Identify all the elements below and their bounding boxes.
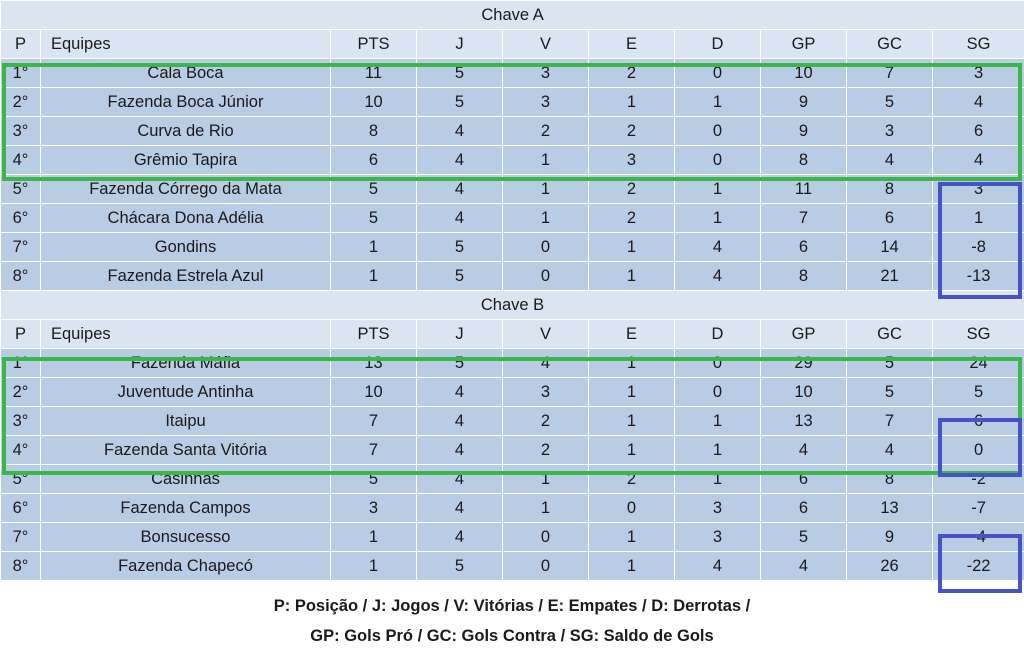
group-title-row-b [1,291,1024,320]
row-gp: 9 [761,88,847,117]
header-team-a: Equipes [41,30,331,59]
row-v: 1 [503,146,589,175]
row-j: 4 [417,175,503,204]
row-sg: 3 [933,175,1024,204]
row-gp: 4 [761,552,847,581]
row-sg: -22 [933,552,1024,581]
row-gc: 3 [847,117,933,146]
header-d-a: D [675,30,761,59]
row-gp: 13 [761,407,847,436]
row-gp: 7 [761,204,847,233]
header-pts-a: PTS [331,30,417,59]
row-pts: 7 [331,407,417,436]
row-gp: 29 [761,349,847,378]
table-row [1,233,1024,262]
header-p-b: P [1,320,41,349]
row-gp: 8 [761,146,847,175]
header-v-b: V [503,320,589,349]
row-sg: -8 [933,233,1024,262]
row-d: 0 [675,349,761,378]
header-e-b: E [589,320,675,349]
row-gp: 10 [761,378,847,407]
row-j: 5 [417,349,503,378]
row-e: 0 [589,494,675,523]
row-pts: 10 [331,88,417,117]
row-gp: 6 [761,233,847,262]
row-gp: 6 [761,465,847,494]
row-d: 4 [675,552,761,581]
row-e: 1 [589,552,675,581]
row-gc: 21 [847,262,933,291]
row-d: 1 [675,204,761,233]
row-e: 1 [589,233,675,262]
row-team: Chácara Dona Adélia [41,204,331,233]
row-v: 4 [503,349,589,378]
header-v-a: V [503,30,589,59]
row-d: 1 [675,407,761,436]
row-position: 1° [1,59,41,88]
row-sg: -4 [933,523,1024,552]
row-v: 1 [503,175,589,204]
row-gc: 6 [847,204,933,233]
row-position: 3° [1,407,41,436]
row-v: 1 [503,494,589,523]
row-d: 3 [675,494,761,523]
row-pts: 3 [331,494,417,523]
header-row-b [1,320,1024,349]
row-pts: 5 [331,175,417,204]
row-j: 5 [417,233,503,262]
row-gc: 14 [847,233,933,262]
row-e: 3 [589,146,675,175]
row-team: Fazenda Córrego da Mata [41,175,331,204]
table-row [1,494,1024,523]
row-position: 6° [1,494,41,523]
row-e: 1 [589,436,675,465]
row-e: 2 [589,175,675,204]
header-j-b: J [417,320,503,349]
header-j-a: J [417,30,503,59]
row-gp: 9 [761,117,847,146]
table-row [1,88,1024,117]
row-gp: 10 [761,59,847,88]
row-j: 4 [417,465,503,494]
row-position: 6° [1,204,41,233]
table-row [1,407,1024,436]
row-gp: 11 [761,175,847,204]
row-pts: 1 [331,552,417,581]
row-e: 1 [589,378,675,407]
row-gc: 7 [847,59,933,88]
row-sg: 6 [933,407,1024,436]
row-j: 4 [417,204,503,233]
row-team: Grêmio Tapira [41,146,331,175]
row-gc: 5 [847,88,933,117]
row-v: 0 [503,262,589,291]
row-gp: 4 [761,436,847,465]
row-team: Fazenda Santa Vitória [41,436,331,465]
row-team: Gondins [41,233,331,262]
row-sg: -13 [933,262,1024,291]
header-d-b: D [675,320,761,349]
legend-line-1: P: Posição / J: Jogos / V: Vitórias / E: Empates / D: Derrotas / [273,597,751,615]
row-d: 0 [675,59,761,88]
row-d: 3 [675,523,761,552]
row-sg: 5 [933,378,1024,407]
row-team: Casinhas [41,465,331,494]
row-position: 4° [1,146,41,175]
row-team: Itaipu [41,407,331,436]
row-sg: 0 [933,436,1024,465]
table-row [1,204,1024,233]
row-j: 4 [417,523,503,552]
row-e: 1 [589,349,675,378]
row-position: 5° [1,465,41,494]
row-gc: 8 [847,465,933,494]
header-gc-a: GC [847,30,933,59]
row-j: 4 [417,436,503,465]
header-p-a: P [1,30,41,59]
table-row [1,523,1024,552]
row-e: 2 [589,204,675,233]
row-sg: 24 [933,349,1024,378]
row-gc: 5 [847,349,933,378]
row-d: 0 [675,117,761,146]
row-gp: 5 [761,523,847,552]
row-gc: 7 [847,407,933,436]
row-sg: 4 [933,88,1024,117]
row-v: 3 [503,59,589,88]
table-row [1,436,1024,465]
row-team: Fazenda Chapecó [41,552,331,581]
row-gc: 5 [847,378,933,407]
row-j: 4 [417,407,503,436]
row-v: 3 [503,378,589,407]
row-v: 2 [503,436,589,465]
header-sg-b: SG [933,320,1024,349]
row-pts: 13 [331,349,417,378]
row-pts: 11 [331,59,417,88]
row-team: Curva de Rio [41,117,331,146]
row-e: 1 [589,262,675,291]
row-j: 4 [417,146,503,175]
group-title-a: Chave A [1,1,1024,30]
header-gp-a: GP [761,30,847,59]
row-d: 4 [675,233,761,262]
row-team: Cala Boca [41,59,331,88]
row-position: 7° [1,523,41,552]
row-position: 3° [1,117,41,146]
row-e: 2 [589,465,675,494]
table-row [1,175,1024,204]
legend [0,591,1024,651]
row-gc: 13 [847,494,933,523]
row-d: 1 [675,88,761,117]
row-d: 1 [675,175,761,204]
row-sg: -2 [933,465,1024,494]
row-d: 0 [675,378,761,407]
row-v: 2 [503,407,589,436]
row-d: 1 [675,465,761,494]
row-v: 2 [503,117,589,146]
header-team-b: Equipes [41,320,331,349]
row-pts: 1 [331,233,417,262]
row-j: 5 [417,88,503,117]
header-sg-a: SG [933,30,1024,59]
row-pts: 5 [331,465,417,494]
row-v: 1 [503,204,589,233]
row-v: 3 [503,88,589,117]
row-gc: 26 [847,552,933,581]
header-gc-b: GC [847,320,933,349]
header-pts-b: PTS [331,320,417,349]
row-sg: 3 [933,59,1024,88]
row-sg: 4 [933,146,1024,175]
row-position: 7° [1,233,41,262]
row-pts: 10 [331,378,417,407]
table-row [1,146,1024,175]
table-row [1,262,1024,291]
row-gp: 8 [761,262,847,291]
row-pts: 8 [331,117,417,146]
row-j: 5 [417,552,503,581]
row-team: Juventude Antinha [41,378,331,407]
table-row [1,465,1024,494]
row-v: 0 [503,233,589,262]
row-gc: 4 [847,436,933,465]
table-row [1,378,1024,407]
row-position: 8° [1,262,41,291]
row-team: Bonsucesso [41,523,331,552]
row-team: Fazenda Campos [41,494,331,523]
row-pts: 1 [331,523,417,552]
table-row [1,349,1024,378]
table-row [1,59,1024,88]
row-j: 5 [417,262,503,291]
row-e: 2 [589,59,675,88]
row-gp: 6 [761,494,847,523]
row-sg: 6 [933,117,1024,146]
row-d: 4 [675,262,761,291]
row-d: 0 [675,146,761,175]
header-e-a: E [589,30,675,59]
row-position: 8° [1,552,41,581]
group-title-b: Chave B [1,291,1024,320]
row-d: 1 [675,436,761,465]
row-position: 2° [1,378,41,407]
row-pts: 6 [331,146,417,175]
row-j: 4 [417,494,503,523]
row-position: 2° [1,88,41,117]
row-gc: 4 [847,146,933,175]
group-title-row-a [1,1,1024,30]
row-v: 1 [503,465,589,494]
table-row [1,552,1024,581]
row-sg: 1 [933,204,1024,233]
row-team: Fazenda Estrela Azul [41,262,331,291]
row-team: Fazenda Boca Júnior [41,88,331,117]
row-v: 0 [503,523,589,552]
row-e: 1 [589,523,675,552]
row-team: Fazenda Máfia [41,349,331,378]
row-position: 1° [1,349,41,378]
row-e: 1 [589,88,675,117]
row-e: 1 [589,407,675,436]
legend-line-2: GP: Gols Pró / GC: Gols Contra / SG: Saldo de Gols [310,627,714,645]
row-position: 4° [1,436,41,465]
row-j: 5 [417,59,503,88]
row-gc: 9 [847,523,933,552]
header-row-a [1,30,1024,59]
row-position: 5° [1,175,41,204]
row-sg: -7 [933,494,1024,523]
row-gc: 8 [847,175,933,204]
row-pts: 5 [331,204,417,233]
row-v: 0 [503,552,589,581]
row-j: 4 [417,378,503,407]
header-gp-b: GP [761,320,847,349]
row-e: 2 [589,117,675,146]
table-row [1,117,1024,146]
row-j: 4 [417,117,503,146]
row-pts: 1 [331,262,417,291]
row-pts: 7 [331,436,417,465]
